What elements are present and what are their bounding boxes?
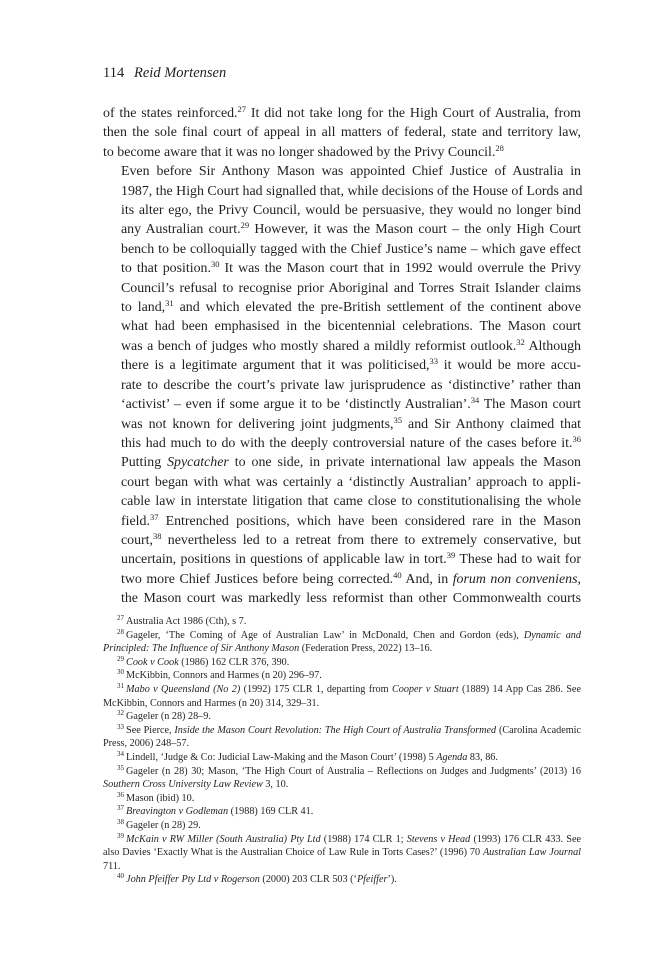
text-line: was not known for delivering joint judgments,$^{35}$ and Sir Anthony claimed that [121, 414, 581, 432]
footnote-citation-italic: Cook v Cook [126, 656, 179, 668]
footnote-citation-italic: Stevens v Head [406, 833, 471, 845]
footnote-number: 29 [117, 654, 124, 663]
footnote-text: 83, 86. [467, 751, 498, 763]
footnote [103, 805, 581, 819]
footnote-text: Lindell, ‘Judge & Co: Judicial Law-Making and the Mason Court’ (1998) 5 [126, 751, 437, 763]
footnote-ref[interactable]: 36 [572, 433, 581, 444]
footnote-number: 38 [117, 817, 124, 826]
text-line: this had much to do with the deeply controversial nature of the cases before it.$^{36}$ [121, 433, 581, 451]
text-line: cable law in interstate litigation that came close to constitutionalising the whole [121, 494, 581, 510]
text-line: its alter ego, the Privy Council, would be persuasive, they would no longer bind [121, 203, 581, 219]
footnote-number: 32 [117, 709, 124, 718]
footnote-citation-italic: McKain v RW Miller (South Australia) Pty Ltd [126, 833, 321, 845]
text-line: was a bench of judges who mostly shared a mildly reformist outlook.$^{32}$ Although [121, 336, 581, 354]
footnote [103, 710, 581, 724]
footnote-text: Gageler (n 28) 29. [126, 819, 201, 831]
footnote-text: Gageler, ‘The Coming of Age of Australian Law’ in McDonald, Chen and Gordon (eds), [126, 629, 524, 641]
footnote-text: (1992) 175 CLR 1, departing from [240, 683, 392, 695]
footnote [103, 656, 581, 670]
text-line: the Mason court was markedly less reformist than other Commonwealth courts [121, 591, 581, 607]
footnote-ref[interactable]: 31 [165, 298, 174, 309]
text-line: court,$^{38}$ nevertheless led to a retreat from there to extremely conservative, but [121, 530, 581, 548]
text-line: bench to be colloquially tagged with the Chief Justice’s name – which gave effect [121, 241, 581, 257]
text-line: any Australian court.$^{29}$ However, it was the Mason court – the only High Court [121, 220, 581, 238]
footnote-ref[interactable]: 30 [210, 259, 220, 270]
text-line: 1987, the High Court had signalled that, while decisions of the House of Lords and [121, 183, 583, 199]
footnote-text: (1889) 14 App Cas 286. See McKibbin, Connors and Harmes (n 20) 314, 329–31. [103, 683, 581, 709]
footnote [103, 669, 581, 683]
footnote-text: (1986) 162 CLR 376, 390. [178, 656, 290, 668]
footnote-ref[interactable]: 35 [393, 414, 403, 425]
footnote-text: Gageler (n 28) 30; Mason, ‘The High Court of Australia – Reflections on Judges and Judgments’ (2013) 16 [126, 765, 581, 777]
footnote-ref[interactable]: 32 [516, 336, 525, 347]
footnote [103, 683, 581, 710]
text-line: rate to describe the court’s private law jurisprudence as ‘distinctive’ rather than [121, 377, 581, 393]
text-line: there is a legitimate argument that it was politicised,$^{33}$ it would be more accu- [121, 356, 582, 374]
text-line: ‘activist’ – even if some argue it to be ‘distinctly Australian’.$^{34}$ The Mason court [121, 395, 581, 413]
text-line: field.$^{37}$ Entrenched positions, which have been considered rare in the Mason [121, 511, 581, 529]
text-line: what had been emphasised in the bicentennial celebrations. The Mason court [121, 319, 581, 335]
text-line: two more Chief Justices before being corrected.$^{40}$ And, in forum non conveniens, [121, 569, 581, 587]
text-line: uncertain, positions in questions of applicable law in tort.$^{39}$ These had to wait for [121, 550, 581, 568]
footnote-text: (Federation Press, 2022) 13–16. [299, 643, 433, 655]
footnote-ref[interactable]: 37 [149, 511, 159, 522]
footnote-number: 39 [117, 831, 124, 840]
body-text [103, 104, 581, 609]
footnote-ref[interactable]: 38 [153, 530, 162, 541]
footnote-text: (Carolina Academic Press, 2006) 248–57. [103, 724, 581, 750]
footnote-number: 27 [117, 614, 124, 622]
footnote-ref[interactable]: 39 [446, 550, 456, 561]
footnote-number: 34 [117, 749, 124, 758]
running-head-author: Reid Mortensen [134, 65, 227, 81]
footnote-text: 711. [103, 860, 121, 872]
text-line: Even before Sir Anthony Mason was appointed Chief Justice of Australia in [121, 164, 581, 180]
page-number: 114 [103, 65, 125, 81]
text-line: then the sole final court of appeal in all matters of federal, state and territory law, [103, 125, 581, 141]
footnote-number: 33 [117, 722, 124, 731]
footnote-citation-italic: Dynamic and Principled: The Influence of Sir Anthony Mason [103, 629, 581, 655]
paragraph [103, 162, 581, 608]
footnote-text: (1988) 169 CLR 41. [228, 806, 314, 818]
text-line: to land,$^{31}$ and which elevated the pre-British settlement of the continent above [121, 298, 581, 316]
footnote-number: 30 [117, 668, 124, 677]
footnote-ref[interactable]: 34 [470, 395, 480, 406]
footnote-text: (1988) 174 CLR 1; [320, 833, 407, 845]
footnote [103, 765, 581, 792]
text-line: to become aware that it was no longer shadowed by the Privy Council.$^{28}$ [103, 142, 504, 160]
footnote [103, 724, 581, 751]
text-line: Council’s refusal to recognise prior Aboriginal and Torres Strait Islander claims [121, 280, 581, 296]
footnote [103, 833, 581, 874]
footnote-number: 37 [117, 804, 124, 813]
footnote-ref[interactable]: 33 [429, 356, 439, 367]
footnote-citation-italic: Pfeiffer [356, 874, 388, 886]
footnote-number: 31 [117, 681, 124, 690]
footnote-text: (2000) 203 CLR 503 (‘ [259, 874, 357, 886]
text-line: Putting Spycatcher to one side, in private international law appeals the Mason [121, 455, 581, 471]
footnote-ref[interactable]: 29 [240, 220, 250, 231]
footnote-citation-italic: Cooper v Stuart [391, 683, 459, 695]
running-head [103, 64, 226, 82]
footnote-number: 36 [117, 790, 124, 799]
text-line: of the states reinforced.$^{27}$ It did not take long for the High Court of Australia, from [103, 104, 581, 121]
paragraph [103, 104, 581, 162]
footnote-number: 28 [117, 627, 124, 636]
footnote-number: 40 [117, 872, 124, 881]
footnote-text: Mason (ibid) 10. [126, 792, 195, 804]
footnote [103, 819, 581, 833]
footnote-citation-italic: Mabo v Queensland (No 2) [126, 683, 241, 695]
footnote-text: McKibbin, Connors and Harmes (n 20) 296–97. [126, 670, 322, 682]
footnote [103, 629, 581, 656]
footnote-citation-italic: John Pfeiffer Pty Ltd v Rogerson [126, 874, 260, 886]
footnote-citation-italic: Inside the Mason Court Revolution: The High Court of Australia Transformed [174, 724, 497, 736]
footnote-text: Gageler (n 28) 28–9. [126, 711, 211, 723]
text-line: to that position.$^{30}$ It was the Mason court that in 1992 would overrule the Privy [121, 259, 581, 277]
footnote-citation-italic: Australian Law Journal [482, 847, 582, 859]
footnote-ref[interactable]: 40 [393, 569, 402, 580]
footnote-text: 3, 10. [262, 779, 289, 791]
text-line: court began with what was certainly a ‘distinctly Australian’ approach to appli- [121, 474, 581, 490]
footnotes [103, 615, 581, 887]
footnote-text: (1993) 176 CLR 433. See also Davies ‘Exactly What is the Australian Choice of Law Rule in Torts Cases?’ (1996) 70 [103, 833, 581, 859]
footnote [103, 873, 581, 887]
footnote-number: 35 [117, 763, 124, 772]
footnote-citation-italic: Breavington v Godleman [126, 806, 229, 818]
footnote-ref[interactable]: 27 [237, 104, 247, 114]
footnote-text: ’). [387, 874, 397, 886]
footnote-text: Australia Act 1986 (Cth), s 7. [126, 616, 247, 627]
footnote [103, 792, 581, 806]
footnote [103, 751, 581, 765]
footnote-citation-italic: Agenda [436, 751, 468, 763]
footnote-ref[interactable]: 28 [495, 142, 504, 153]
footnote [103, 615, 581, 629]
footnote-citation-italic: Southern Cross University Law Review [103, 779, 263, 791]
footnote-text: See Pierce, [126, 724, 175, 736]
